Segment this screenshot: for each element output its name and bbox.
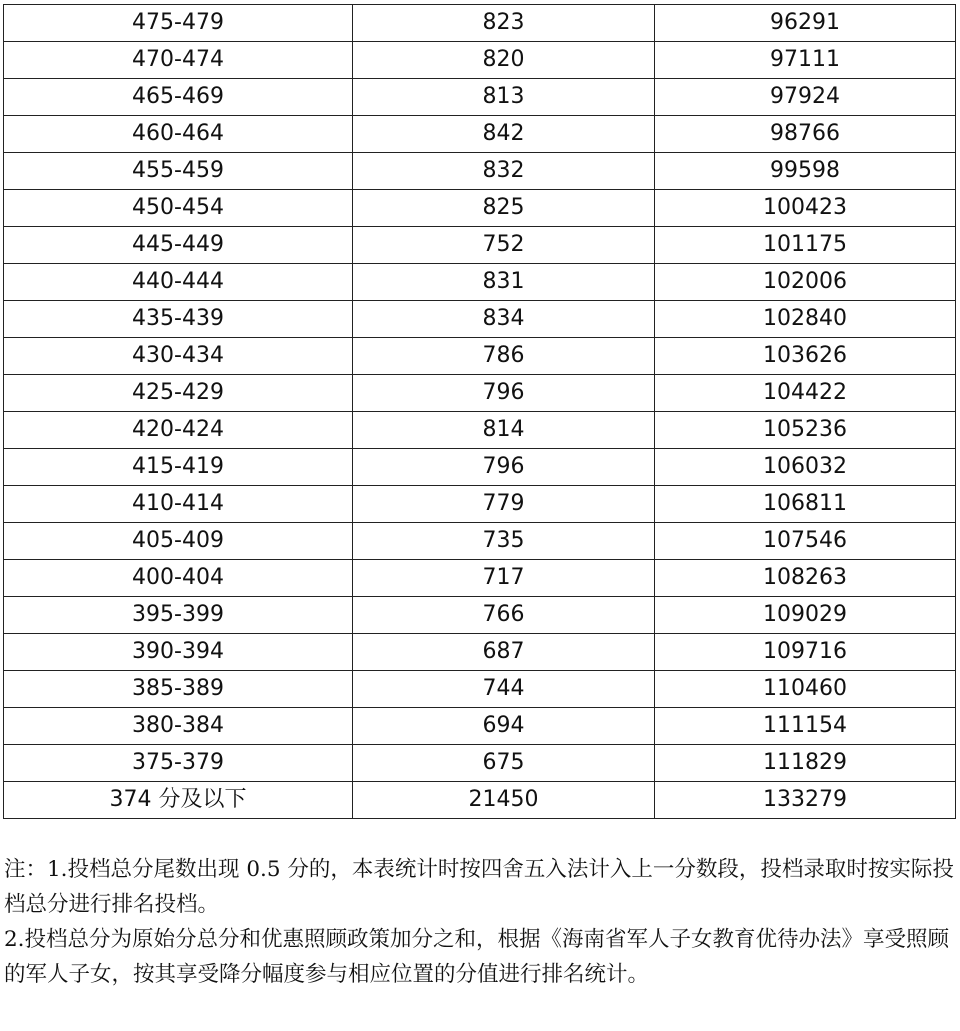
score-range-cell: 435-439 — [4, 301, 353, 338]
cumulative-count-cell: 111829 — [655, 745, 956, 782]
table-row — [4, 708, 956, 745]
count-cell: 752 — [353, 227, 655, 264]
cumulative-count-cell: 103626 — [655, 338, 956, 375]
table-row — [4, 745, 956, 782]
count-cell: 823 — [353, 5, 655, 42]
score-range-cell: 375-379 — [4, 745, 353, 782]
table-row — [4, 486, 956, 523]
table-row — [4, 116, 956, 153]
count-cell: 694 — [353, 708, 655, 745]
count-cell: 717 — [353, 560, 655, 597]
score-range-cell: 395-399 — [4, 597, 353, 634]
table-row — [4, 190, 956, 227]
score-range-cell: 455-459 — [4, 153, 353, 190]
count-cell: 796 — [353, 449, 655, 486]
count-cell: 779 — [353, 486, 655, 523]
score-range-cell: 415-419 — [4, 449, 353, 486]
table-row — [4, 264, 956, 301]
score-range-cell: 425-429 — [4, 375, 353, 412]
score-range-cell: 400-404 — [4, 560, 353, 597]
cumulative-count-cell: 110460 — [655, 671, 956, 708]
cumulative-count-cell: 97111 — [655, 42, 956, 79]
cumulative-count-cell: 107546 — [655, 523, 956, 560]
score-range-cell: 450-454 — [4, 190, 353, 227]
count-cell: 687 — [353, 634, 655, 671]
count-cell: 766 — [353, 597, 655, 634]
count-cell: 814 — [353, 412, 655, 449]
cumulative-count-cell: 97924 — [655, 79, 956, 116]
cumulative-count-cell: 108263 — [655, 560, 956, 597]
note-1: 注：1.投档总分尾数出现 0.5 分的，本表统计时按四舍五入法计入上一分数段，投档录取时按实际投档总分进行排名投档。 — [4, 857, 954, 917]
cumulative-count-cell: 109716 — [655, 634, 956, 671]
count-cell: 813 — [353, 79, 655, 116]
score-range-cell: 440-444 — [4, 264, 353, 301]
score-range-cell: 470-474 — [4, 42, 353, 79]
count-cell: 832 — [353, 153, 655, 190]
table-row — [4, 449, 956, 486]
score-range-cell: 380-384 — [4, 708, 353, 745]
table-row — [4, 338, 956, 375]
count-cell: 21450 — [353, 782, 655, 819]
table-row — [4, 597, 956, 634]
score-range-cell: 445-449 — [4, 227, 353, 264]
cumulative-count-cell: 96291 — [655, 5, 956, 42]
count-cell: 834 — [353, 301, 655, 338]
table-row — [4, 227, 956, 264]
count-cell: 744 — [353, 671, 655, 708]
table-row — [4, 375, 956, 412]
table-row — [4, 634, 956, 671]
table-row — [4, 671, 956, 708]
score-distribution-table — [3, 4, 956, 819]
table-row — [4, 412, 956, 449]
cumulative-count-cell: 104422 — [655, 375, 956, 412]
count-cell: 796 — [353, 375, 655, 412]
count-cell: 825 — [353, 190, 655, 227]
cumulative-count-cell: 102006 — [655, 264, 956, 301]
score-range-cell: 430-434 — [4, 338, 353, 375]
count-cell: 675 — [353, 745, 655, 782]
table-row — [4, 153, 956, 190]
cumulative-count-cell: 105236 — [655, 412, 956, 449]
score-range-cell: 385-389 — [4, 671, 353, 708]
table-row — [4, 560, 956, 597]
cumulative-count-cell: 133279 — [655, 782, 956, 819]
cumulative-count-cell: 101175 — [655, 227, 956, 264]
note-2: 2.投档总分为原始分总分和优惠照顾政策加分之和，根据《海南省军人子女教育优待办法》享受照顾的军人子女，按其享受降分幅度参与相应位置的分值进行排名统计。 — [4, 927, 950, 987]
cumulative-count-cell: 106032 — [655, 449, 956, 486]
score-range-cell: 475-479 — [4, 5, 353, 42]
count-cell: 786 — [353, 338, 655, 375]
table-row — [4, 301, 956, 338]
table-row — [4, 5, 956, 42]
count-cell: 820 — [353, 42, 655, 79]
score-range-cell: 405-409 — [4, 523, 353, 560]
score-range-cell: 410-414 — [4, 486, 353, 523]
count-cell: 842 — [353, 116, 655, 153]
cumulative-count-cell: 102840 — [655, 301, 956, 338]
score-range-cell: 390-394 — [4, 634, 353, 671]
score-range-cell: 465-469 — [4, 79, 353, 116]
cumulative-count-cell: 111154 — [655, 708, 956, 745]
cumulative-count-cell: 100423 — [655, 190, 956, 227]
table-row — [4, 523, 956, 560]
table-body — [4, 5, 956, 819]
score-range-cell: 420-424 — [4, 412, 353, 449]
cumulative-count-cell: 109029 — [655, 597, 956, 634]
count-cell: 831 — [353, 264, 655, 301]
score-range-cell: 374 分及以下 — [4, 782, 353, 819]
cumulative-count-cell: 98766 — [655, 116, 956, 153]
cumulative-count-cell: 99598 — [655, 153, 956, 190]
table-row — [4, 782, 956, 819]
notes-section — [4, 852, 956, 992]
table-row — [4, 42, 956, 79]
cumulative-count-cell: 106811 — [655, 486, 956, 523]
score-range-cell: 460-464 — [4, 116, 353, 153]
count-cell: 735 — [353, 523, 655, 560]
table-row — [4, 79, 956, 116]
